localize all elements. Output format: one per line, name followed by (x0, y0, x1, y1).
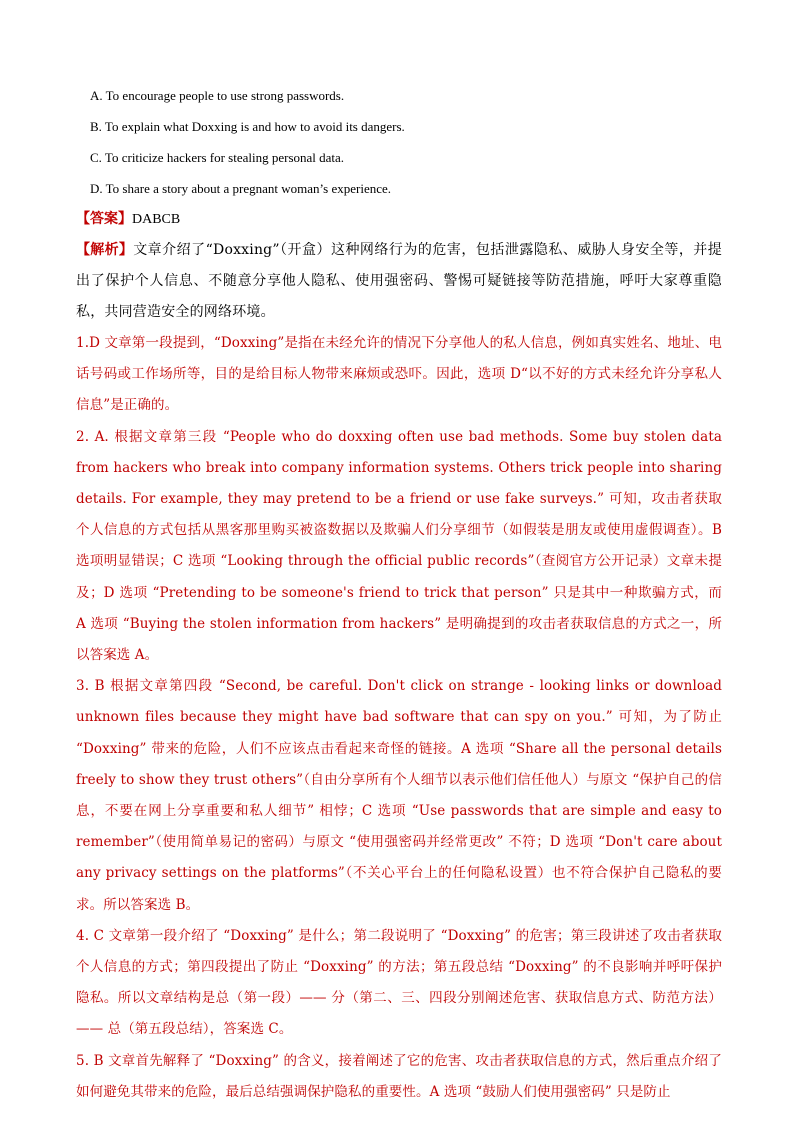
answer-tag: 【答案】 (76, 211, 132, 227)
option-b: B. To explain what Doxxing is and how to avoid its dangers. (90, 119, 405, 134)
option-a: A. To encourage people to use strong passwords. (90, 88, 345, 103)
answer-value: DABCB (132, 212, 181, 227)
explanation-item-2: 2. A. 根据文章第三段 “People who do doxxing often use bad methods. Some buy stolen data from hackers who break into company information systems. Others trick people into sharing details. For example, they may pretend to be a friend or use fake surveys.” 可知，攻击者获取个人信息的方式包括从黑客那里购买被盗数据以及欺骗人们分享细节（如假装是朋友或使用虚假调查）。B 选项明显错误；C 选项 “Looking through the official public records”（查阅官方公开记录）文章未提及；D 选项 “Pretending to be someone's friend to trick that person” 只是其中一种欺骗方式，而 A 选项 “Buying the stolen information from hackers” 是明确提到的攻击者获取信息的方式之一，所以答案选 A。 (76, 428, 722, 664)
explanation-item-5: 5. B 文章首先解释了 “Doxxing” 的含义，接着阐述了它的危害、攻击者获取信息的方式，然后重点介绍了如何避免其带来的危险，最后总结强调保护隐私的重要性。A 选项 “鼓励人们使用强密码” 只是防止 (76, 1052, 722, 1100)
explanation-item-3: 3. B 根据文章第四段 “Second, be careful. Don't click on strange - looking links or download unknown files because they might have bad software that can spy on you.” 可知，为了防止 “Doxxing” 带来的危险，人们不应该点击看起来奇怪的链接。A 选项 “Share all the personal details freely to show they trust others”（自由分享所有个人细节以表示他们信任他人）与原文 “保护自己的信息，不要在网上分享重要和私人细节” 相悖；C 选项 “Use passwords that are simple and easy to remember”（使用简单易记的密码）与原文 “使用强密码并经常更改” 不符；D 选项 “Don't care about any privacy settings on the platforms”（不关心平台上的任何隐私设置）也不符合保护自己隐私的要求。所以答案选 B。 (76, 678, 722, 913)
analysis-paragraph (76, 235, 722, 328)
answer-line (76, 204, 722, 235)
option-d: D. To share a story about a pregnant woman’s experience. (90, 181, 391, 196)
explanation-item-4: 4. C 文章第一段介绍了 “Doxxing” 是什么；第二段说明了 “Doxxing” 的危害；第三段讲述了攻击者获取个人信息的方式；第四段提出了防止 “Doxxing” 的方法；第五段总结 “Doxxing” 的不良影响并呼吁保护隐私。所以文章结构是总（第一段）—— 分（第二、三、四段分别阐述危害、获取信息方式、防范方法）—— 总（第五段总结），答案选 C。 (76, 927, 722, 1038)
analysis-text: 文章介绍了“Doxxing”（开盒）这种网络行为的危害，包括泄露隐私、威胁人身安全等，并提出了保护个人信息、不随意分享他人隐私、使用强密码、警惕可疑链接等防范措施，呼吁大家尊重隐私，共同营造安全的网络环境。 (76, 242, 723, 320)
option-c: C. To criticize hackers for stealing personal data. (90, 150, 345, 165)
document-page (76, 80, 722, 1108)
analysis-tag: 【解析】 (76, 242, 134, 258)
explanation-item-1: 1.D 文章第一段提到，“Doxxing”是指在未经允许的情况下分享他人的私人信息，例如真实姓名、地址、电话号码或工作场所等，目的是给目标人物带来麻烦或恐吓。因此，选项 D“以不好的方式未经允许分享私人信息”是正确的。 (76, 335, 722, 414)
